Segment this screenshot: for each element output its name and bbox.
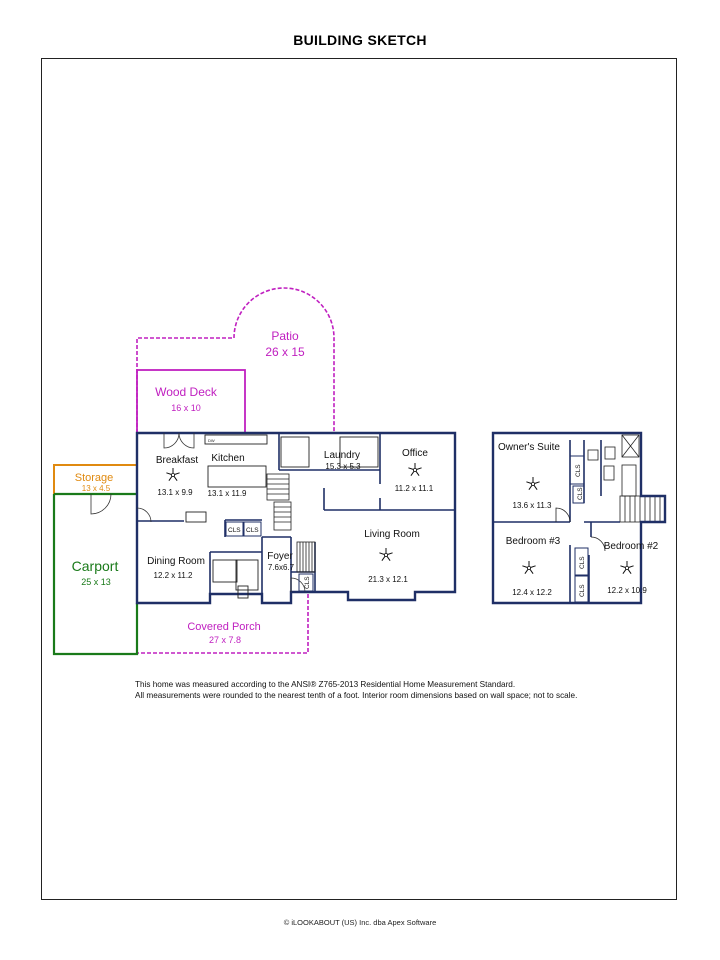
ceiling-fan-icon — [620, 561, 633, 574]
ceiling-fan-icon — [408, 463, 421, 476]
measurement-notes — [135, 679, 695, 701]
bedroom3-name: Bedroom #3 — [505, 536, 561, 547]
kitchen-name: Kitchen — [211, 453, 245, 464]
ceiling-fan-icon — [166, 468, 179, 481]
patio-outline — [137, 288, 334, 433]
covered-porch-name: Covered Porch — [187, 621, 261, 633]
storage-name: Storage — [74, 472, 114, 484]
carport-outline — [54, 494, 137, 654]
carport-dims: 25 x 13 — [81, 577, 111, 587]
page-title: BUILDING SKETCH — [293, 32, 427, 48]
living-room-name: Living Room — [364, 529, 420, 540]
stairs — [267, 474, 665, 572]
storage-dims: 13 x 4.5 — [81, 484, 111, 493]
carport-name: Carport — [71, 558, 119, 574]
bedroom2-name: Bedroom #2 — [603, 541, 659, 552]
bedroom2-dims: 12.2 x 10.9 — [607, 586, 647, 595]
owners-suite-dims: 13.6 x 11.3 — [512, 501, 552, 510]
closet-label: CLS — [246, 527, 259, 534]
breakfast-name: Breakfast — [155, 455, 199, 466]
laundry-name: Laundry — [323, 450, 361, 461]
living-room-dims: 21.3 x 12.1 — [368, 575, 408, 584]
office-name: Office — [402, 448, 428, 459]
breakfast-dims: 13.1 x 9.9 — [157, 488, 193, 497]
foyer-dims: 7.6x6.7 — [267, 563, 295, 572]
upper-floor-outline — [493, 433, 665, 603]
owners-suite-name: Owner's Suite — [498, 442, 560, 453]
note-line: This home was measured according to the ANSI® Z765-2013 Residential Home Measurement Standard. — [135, 680, 516, 689]
closet-label: CLS — [579, 584, 586, 597]
patio-dims: 26 x 15 — [265, 345, 305, 359]
wood-deck-outline — [137, 370, 245, 433]
dining-room-name: Dining Room — [147, 556, 205, 567]
covered-porch-dims: 27 x 7.8 — [208, 635, 242, 645]
closet-label: CLS — [577, 487, 584, 500]
dining-room-dims: 12.2 x 11.2 — [153, 571, 193, 580]
closet-label: CLS — [579, 556, 586, 569]
footer-copyright: © iLOOKABOUT (US) Inc. dba Apex Software — [283, 918, 437, 927]
patio-name: Patio — [271, 329, 299, 343]
ceiling-fan-icon — [526, 477, 539, 490]
note-line: All measurements were rounded to the nearest tenth of a foot. Interior room dimensions based on wall space; not to scale. — [135, 691, 578, 700]
kitchen-dims: 13.1 x 11.9 — [207, 489, 247, 498]
closet-label: CLS — [304, 576, 311, 589]
bedroom3-dims: 12.4 x 12.2 — [512, 588, 552, 597]
closet-label: CLS — [575, 464, 582, 477]
ceiling-fan-icon — [522, 561, 535, 574]
office-dims: 11.2 x 11.1 — [394, 484, 434, 493]
wood-deck-dims: 16 x 10 — [171, 403, 201, 413]
wood-deck-name: Wood Deck — [155, 385, 217, 399]
ceiling-fan-icon — [379, 548, 392, 561]
foyer-name: Foyer — [267, 551, 293, 562]
closet-label: CLS — [228, 527, 241, 534]
laundry-dims: 15.3 x 5.3 — [325, 462, 361, 471]
dw-label: DW — [208, 438, 215, 443]
